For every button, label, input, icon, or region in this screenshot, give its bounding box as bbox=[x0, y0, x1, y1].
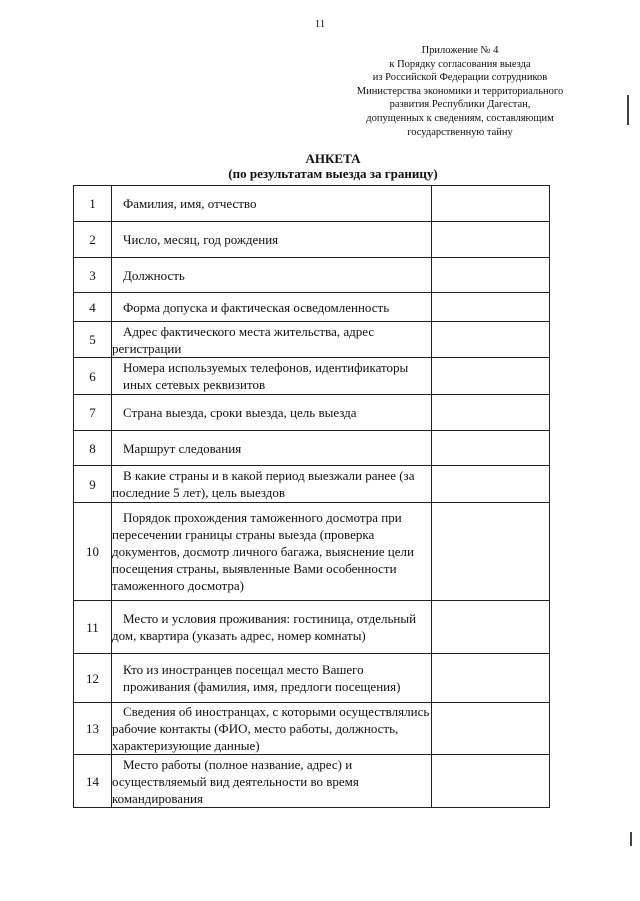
table-row bbox=[74, 293, 550, 322]
question-cell bbox=[112, 755, 432, 808]
annex-line: развития Республики Дагестан, bbox=[389, 99, 531, 111]
question-text: Сведения об иностранцах, с которыми осуществлялись рабочие контакты (ФИО, место работы, должность, характеризующие данные) bbox=[112, 704, 430, 753]
answer-cell[interactable] bbox=[432, 322, 550, 358]
question-text: Фамилия, имя, отчество bbox=[123, 196, 257, 211]
question-text: Страна выезда, сроки выезда, цель выезда bbox=[123, 405, 357, 420]
answer-cell[interactable] bbox=[432, 601, 550, 654]
annex-line: Министерства экономики и территориального bbox=[356, 85, 564, 97]
question-text: Место и условия проживания: гостиница, отдельный дом, квартира (указать адрес, номер комнаты) bbox=[112, 611, 417, 643]
table-row bbox=[74, 222, 550, 258]
question-cell bbox=[112, 601, 432, 654]
question-text: Номера используемых телефонов, идентификаторы иных сетевых реквизитов bbox=[123, 360, 409, 392]
question-cell bbox=[112, 431, 432, 466]
answer-cell[interactable] bbox=[432, 755, 550, 808]
question-text: В какие страны и в какой период выезжали ранее (за последние 5 лет), цель выездов bbox=[112, 468, 415, 500]
table-row bbox=[74, 358, 550, 395]
answer-cell[interactable] bbox=[432, 654, 550, 703]
row-number: 3 bbox=[74, 258, 112, 293]
question-cell bbox=[112, 293, 432, 322]
annex-line: Приложение № 4 bbox=[421, 45, 499, 56]
page-number: 11 bbox=[314, 18, 326, 30]
row-number: 5 bbox=[74, 322, 112, 358]
answer-cell[interactable] bbox=[432, 466, 550, 503]
answer-cell[interactable] bbox=[432, 222, 550, 258]
question-text: Адрес фактического места жительства, адрес регистрации bbox=[112, 323, 375, 356]
scan-mark bbox=[630, 832, 632, 846]
table-row bbox=[74, 258, 550, 293]
row-number: 8 bbox=[74, 431, 112, 466]
table-row bbox=[74, 395, 550, 431]
question-cell bbox=[112, 322, 432, 358]
question-cell bbox=[112, 466, 432, 503]
table-row bbox=[74, 703, 550, 755]
table-row bbox=[74, 503, 550, 601]
question-cell bbox=[112, 222, 432, 258]
question-cell bbox=[112, 258, 432, 293]
annex-line: из Российской Федерации сотрудников bbox=[372, 72, 548, 84]
table-row bbox=[74, 755, 550, 808]
question-cell bbox=[112, 358, 432, 395]
row-number: 6 bbox=[74, 358, 112, 395]
question-cell bbox=[112, 186, 432, 222]
answer-cell[interactable] bbox=[432, 503, 550, 601]
questionnaire-table bbox=[73, 185, 550, 808]
row-number: 1 bbox=[74, 186, 112, 222]
answer-cell[interactable] bbox=[432, 358, 550, 395]
row-number: 7 bbox=[74, 395, 112, 431]
annex-heading bbox=[330, 44, 590, 139]
row-number: 2 bbox=[74, 222, 112, 258]
answer-cell[interactable] bbox=[432, 258, 550, 293]
table-row bbox=[74, 601, 550, 654]
answer-cell[interactable] bbox=[432, 395, 550, 431]
scan-mark bbox=[627, 95, 629, 125]
table-row bbox=[74, 186, 550, 222]
question-cell bbox=[112, 654, 432, 703]
question-text: Кто из иностранцев посещал место Вашего проживания (фамилия, имя, предлоги посещения) bbox=[123, 662, 401, 694]
answer-cell[interactable] bbox=[432, 703, 550, 755]
question-text: Форма допуска и фактическая осведомленность bbox=[123, 299, 390, 315]
answer-cell[interactable] bbox=[432, 293, 550, 322]
row-number: 4 bbox=[74, 293, 112, 322]
annex-line: к Порядку согласования выезда bbox=[389, 58, 531, 70]
question-cell bbox=[112, 503, 432, 601]
table-row bbox=[74, 654, 550, 703]
annex-line: допущенных к сведениям, составляющим bbox=[366, 112, 554, 124]
question-cell bbox=[112, 703, 432, 755]
form-title-main: АНКЕТА bbox=[305, 151, 361, 166]
table-row bbox=[74, 322, 550, 358]
annex-line: государственную тайну bbox=[407, 126, 513, 138]
question-text: Должность bbox=[123, 267, 185, 283]
row-number: 14 bbox=[74, 755, 112, 808]
question-text: Место работы (полное название, адрес) и осуществляемый вид деятельности во время командирования bbox=[112, 756, 359, 806]
table-row bbox=[74, 431, 550, 466]
answer-cell[interactable] bbox=[432, 186, 550, 222]
question-text: Порядок прохождения таможенного досмотра при пересечении границы страны выезда (проверка документов, досмотр личного багажа, выяснение цели посещения страны, выявленные Вами особенности таможенного досмотра) bbox=[112, 510, 414, 593]
form-title bbox=[0, 151, 640, 181]
row-number: 9 bbox=[74, 466, 112, 503]
row-number: 12 bbox=[74, 654, 112, 703]
row-number: 11 bbox=[74, 601, 112, 654]
table-row bbox=[74, 466, 550, 503]
row-number: 13 bbox=[74, 703, 112, 755]
form-title-subtitle: (по результатам выезда за границу) bbox=[228, 166, 438, 181]
question-text: Маршрут следования bbox=[123, 440, 242, 456]
answer-cell[interactable] bbox=[432, 431, 550, 466]
question-cell bbox=[112, 395, 432, 431]
row-number: 10 bbox=[74, 503, 112, 601]
question-text: Число, месяц, год рождения bbox=[123, 232, 279, 247]
